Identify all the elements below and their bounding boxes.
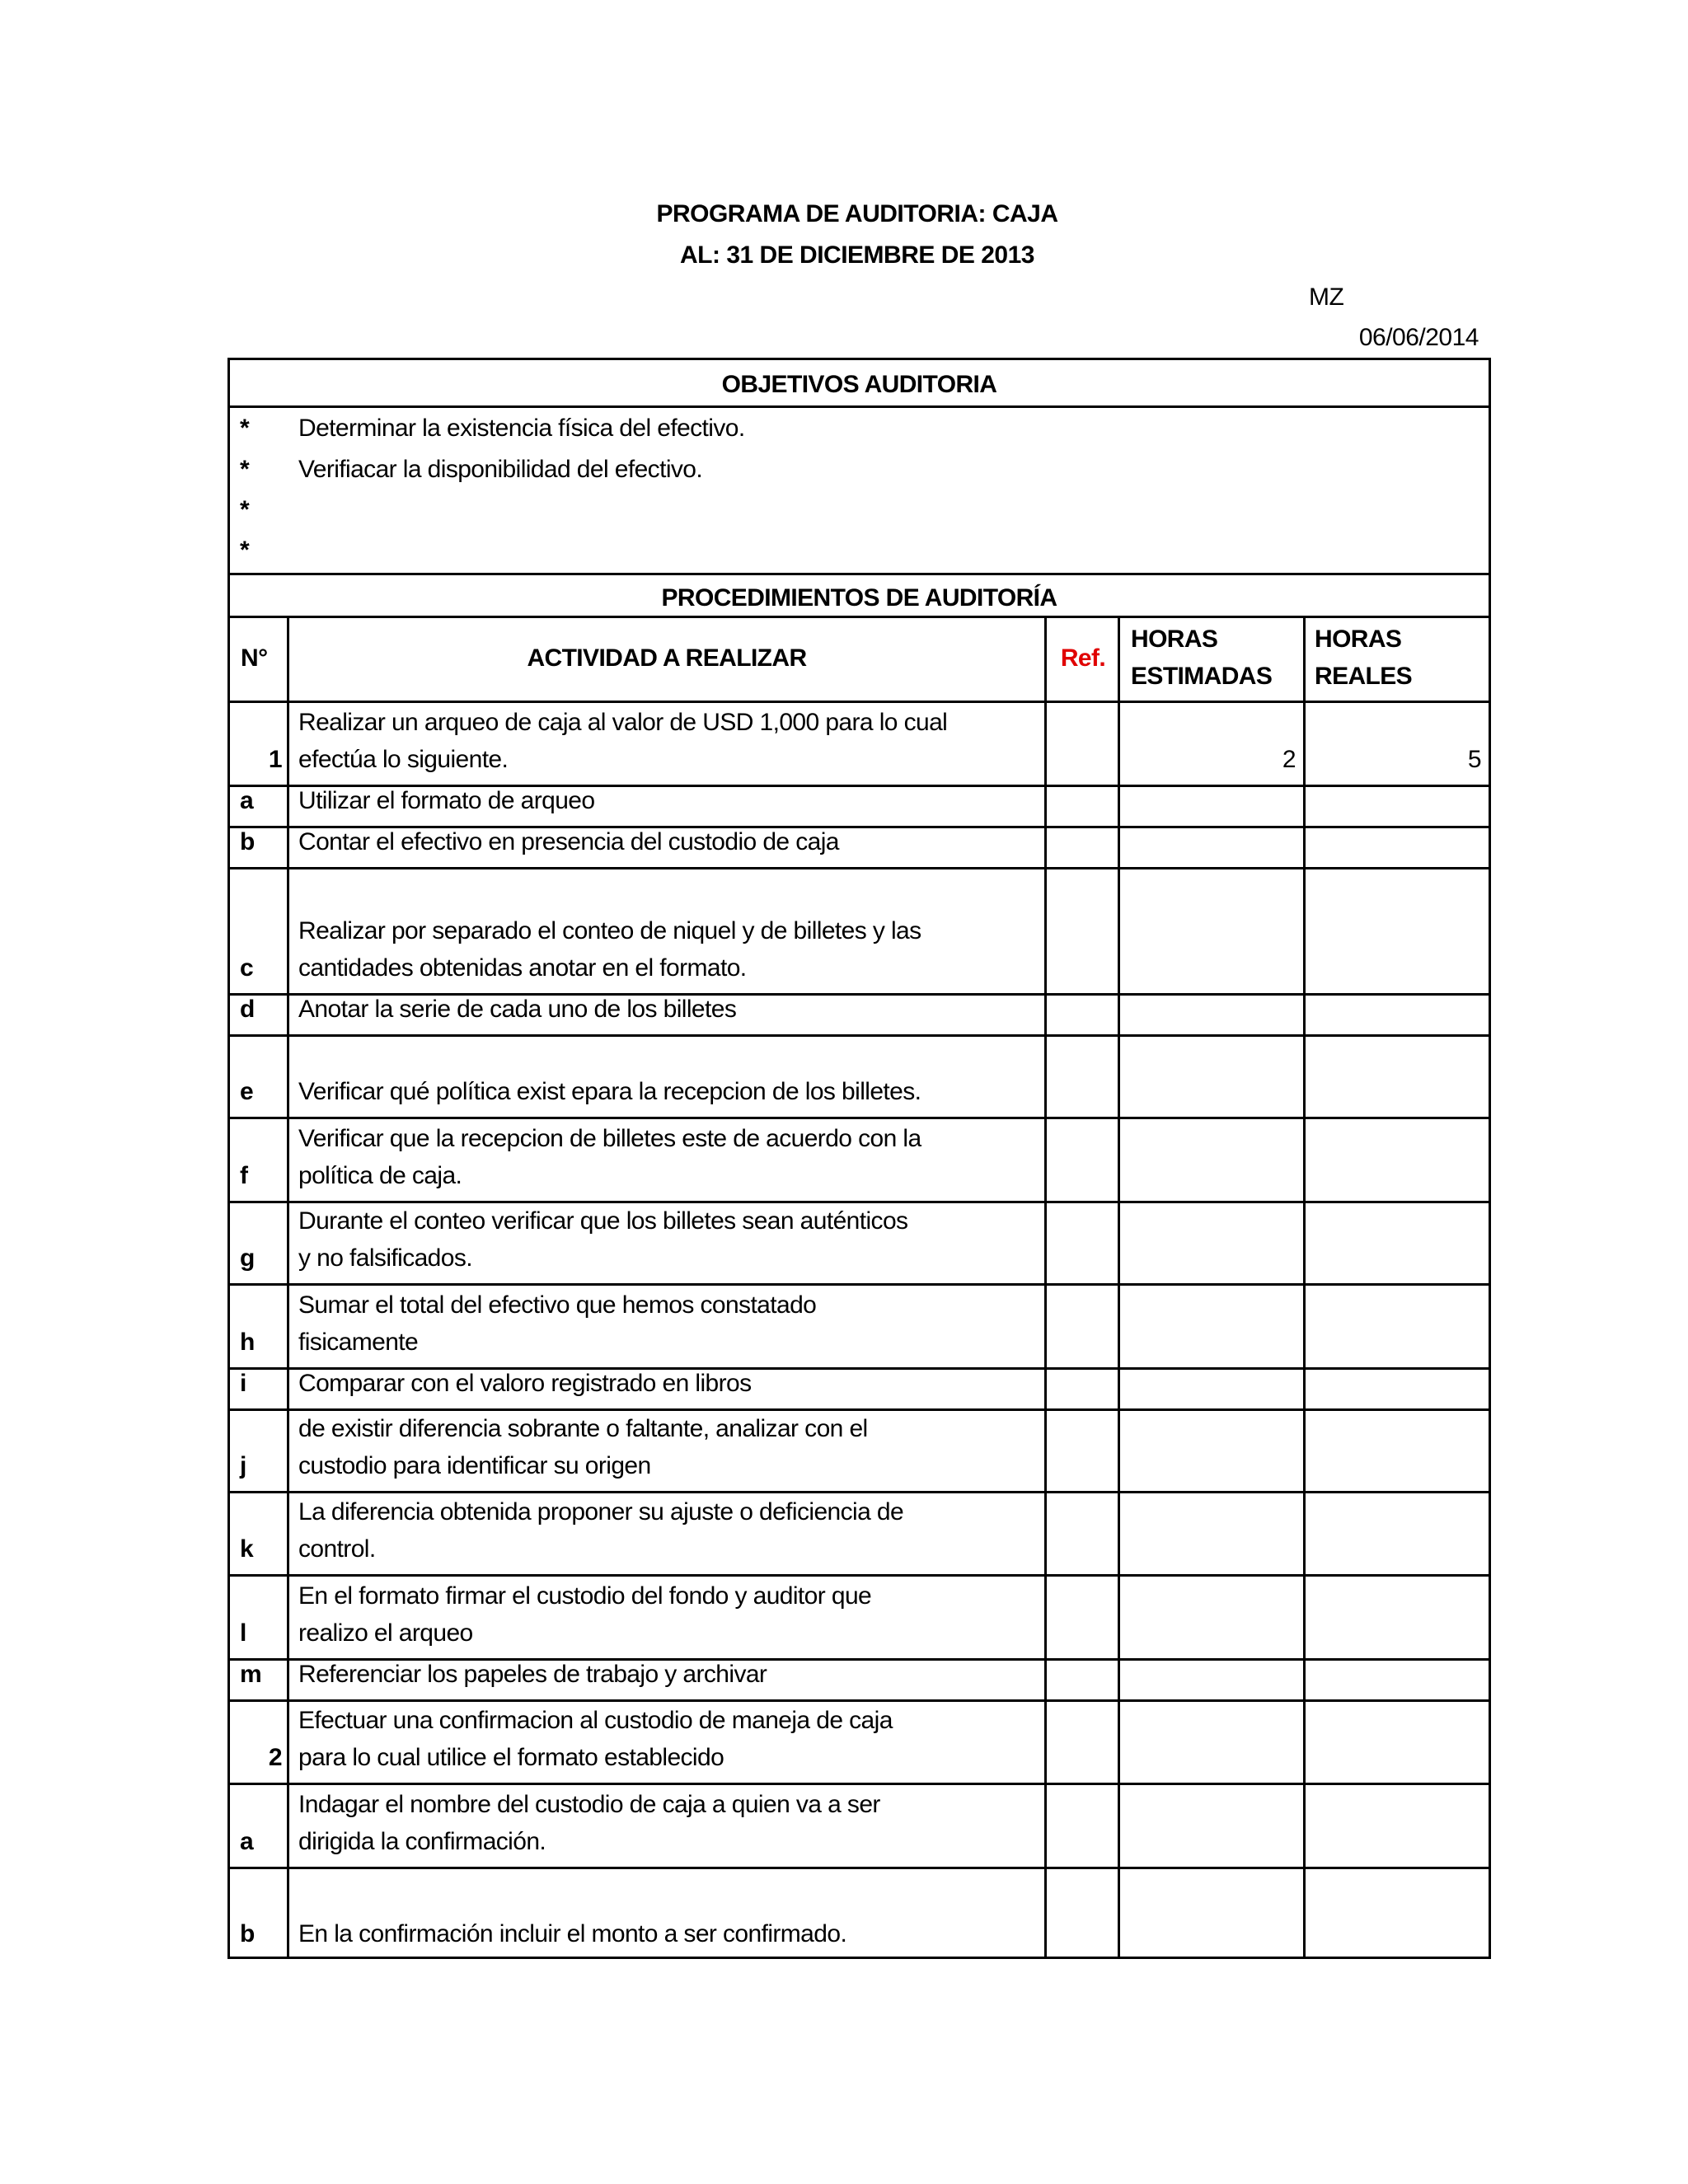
row-number: b <box>240 1920 255 1947</box>
row-number: a <box>240 787 254 814</box>
column-estimated-hours: HORAS ESTIMADAS <box>1131 626 1273 690</box>
activity-line: Indagar el nombre del custodio de caja a quien va a ser <box>298 1791 880 1818</box>
objective-bullet: * <box>240 496 250 523</box>
row-number: c <box>240 954 254 982</box>
row-number: b <box>240 828 255 855</box>
row-number: g <box>240 1244 255 1272</box>
activity-line: Utilizar el formato de arqueo <box>298 787 595 814</box>
activity-text <box>298 1286 816 1361</box>
column-real-hours: HORAS REALES <box>1315 626 1413 690</box>
activity-line: Anotar la serie de cada uno de los billetes <box>298 996 737 1023</box>
row-number: e <box>240 1078 254 1105</box>
activity-line: La diferencia obtenida proponer su ajuste o deficiencia de <box>298 1498 904 1526</box>
objective-bullet: * <box>240 456 250 483</box>
objective-bullet: * <box>240 415 250 442</box>
activity-line: realizo el arqueo <box>298 1619 473 1647</box>
column-divider <box>1303 616 1306 1959</box>
row-number: 1 <box>268 746 282 773</box>
row-divider <box>227 1574 1489 1577</box>
activity-line: Referenciar los papeles de trabajo y archivar <box>298 1661 767 1688</box>
activity-text <box>298 1577 871 1652</box>
objective-text: Determinar la existencia física del efectivo. <box>298 415 745 442</box>
real-hours-value: 5 <box>1467 746 1481 773</box>
activity-text <box>298 1365 751 1402</box>
activity-line: Verificar que la recepcion de billetes este de acuerdo con la <box>298 1125 921 1152</box>
column-divider <box>287 616 289 1959</box>
row-number: f <box>240 1162 248 1189</box>
activity-line: fisicamente <box>298 1329 419 1356</box>
activity-text <box>298 912 921 987</box>
activity-line: Realizar por separado el conteo de niquel y de billetes y las <box>298 917 921 944</box>
row-divider <box>227 1034 1489 1037</box>
row-number: k <box>240 1535 254 1563</box>
activity-text <box>298 823 839 860</box>
preparation-date: 06/06/2014 <box>1358 324 1479 351</box>
row-divider <box>227 1283 1489 1286</box>
period-date: AL: 31 DE DICIEMBRE DE 2013 <box>680 241 1034 269</box>
activity-line: En el formato firmar el custodio del fondo y auditor que <box>298 1582 872 1610</box>
estimated-hours-value: 2 <box>1282 746 1296 773</box>
objectives-heading: OBJETIVOS AUDITORIA <box>721 371 997 398</box>
row-number: h <box>240 1329 255 1356</box>
activity-line: Contar el efectivo en presencia del custodio de caja <box>298 828 839 855</box>
activity-text <box>298 1202 907 1277</box>
activity-line: para lo cual utilice el formato establecido <box>298 1744 724 1771</box>
column-activity: ACTIVIDAD A REALIZAR <box>527 644 807 672</box>
column-ref: Ref. <box>1060 644 1106 672</box>
column-divider <box>1118 616 1120 1959</box>
activity-text <box>298 1786 880 1860</box>
row-number: l <box>240 1619 246 1647</box>
activity-line: custodio para identificar su origen <box>298 1452 651 1479</box>
activity-line: Efectuar una confirmacion al custodio de maneja de caja <box>298 1707 893 1734</box>
row-divider <box>227 1867 1489 1869</box>
row-number: m <box>240 1661 262 1688</box>
objective-text: Verifiacar la disponibilidad del efectivo. <box>298 456 703 483</box>
activity-line: Sumar el total del efectivo que hemos constatado <box>298 1291 817 1319</box>
row-divider <box>227 867 1489 869</box>
row-number: i <box>240 1370 246 1397</box>
activity-line: control. <box>298 1535 376 1563</box>
row-divider <box>227 701 1489 703</box>
row-number: j <box>240 1452 246 1479</box>
activity-text <box>298 1493 903 1568</box>
activity-line: Comparar con el valoro registrado en libros <box>298 1370 752 1397</box>
activity-line: política de caja. <box>298 1162 462 1189</box>
activity-line: dirigida la confirmación. <box>298 1828 546 1855</box>
activity-line: Durante el conteo verificar que los billetes sean auténticos <box>298 1207 908 1235</box>
activity-text <box>298 704 947 778</box>
row-divider <box>227 1117 1489 1119</box>
row-number: d <box>240 996 255 1023</box>
activity-text <box>298 782 594 819</box>
activity-text <box>298 991 736 1028</box>
activity-line: En la confirmación incluir el monto a ser confirmado. <box>298 1920 847 1947</box>
objective-bullet: * <box>240 537 250 564</box>
activity-line: efectúa lo siguiente. <box>298 746 509 773</box>
column-number: N° <box>241 644 268 672</box>
row-number: 2 <box>268 1744 282 1771</box>
activity-text <box>298 1915 846 1952</box>
procedures-heading: PROCEDIMIENTOS DE AUDITORÍA <box>661 584 1057 612</box>
row-number: a <box>240 1828 254 1855</box>
activity-text <box>298 1073 921 1110</box>
activity-line: de existir diferencia sobrante o faltante, analizar con el <box>298 1415 868 1442</box>
column-divider <box>1044 616 1047 1959</box>
activity-text <box>298 1410 868 1484</box>
page-title: PROGRAMA DE AUDITORIA: CAJA <box>656 200 1058 227</box>
activity-line: Verificar qué política exist epara la recepcion de los billetes. <box>298 1078 921 1105</box>
row-divider <box>227 1783 1489 1785</box>
preparer-initials: MZ <box>1309 284 1344 311</box>
activity-line: Realizar un arqueo de caja al valor de USD 1,000 para lo cual <box>298 709 948 736</box>
activity-line: cantidades obtenidas anotar en el formato. <box>298 954 747 982</box>
activity-text <box>298 1120 921 1194</box>
activity-text <box>298 1656 767 1693</box>
activity-line: y no falsificados. <box>298 1244 472 1272</box>
activity-text <box>298 1702 893 1776</box>
